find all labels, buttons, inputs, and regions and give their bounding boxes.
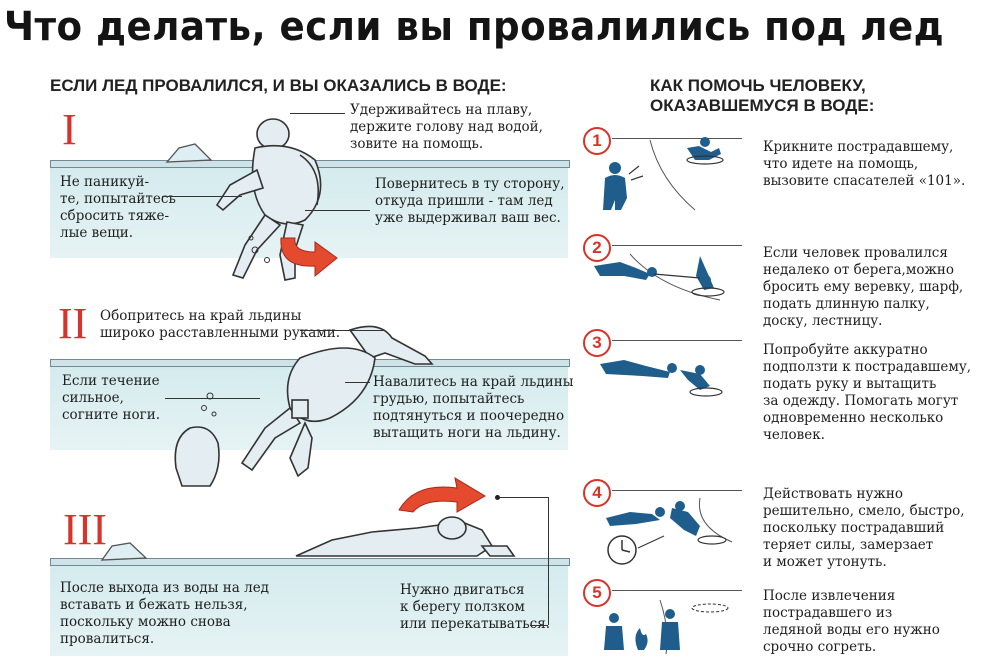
help-line: срочно согреть. [763,639,877,655]
step-1-turn-arrow-icon [275,230,340,280]
help-line: подползти к пострадавшему, [763,359,972,375]
note-line: сильное, [62,390,124,406]
note-line: После выхода из воды на лед [60,580,269,596]
help-line: ледяной воды его нужно [763,622,940,638]
help-2-illustration-icon [590,248,745,310]
help-line: теряет силы, замерзает [763,537,934,553]
step-1-leader-line [305,210,370,211]
help-line: После извлечения [763,588,896,604]
help-3-text [763,342,988,444]
note-line: уже выдерживал ваш вес. [375,210,561,226]
help-line: Крикните пострадавшему, [763,139,954,155]
note-line: поскольку можно снова [60,614,231,630]
step-3-leader-line [498,497,548,498]
note-line: грудью, попытайтесь [373,391,525,407]
note-line: сбросить тяже- [60,208,170,224]
note-line: держите голову над водой, [350,119,543,135]
help-3-shore-line [612,340,742,341]
step-1-note-turn-back [375,176,565,227]
right-section-header [650,76,874,116]
help-line: доску, лестницу. [763,313,883,329]
left-section-header: ЕСЛИ ЛЕД ПРОВАЛИЛСЯ, И ВЫ ОКАЗАЛИСЬ В ВОДЕ: [50,76,507,95]
help-line: Если человек провалился [763,245,948,261]
help-1-text [763,139,988,190]
note-line: Удерживайтесь на плаву, [350,102,533,118]
help-1-illustration-icon [595,130,745,215]
help-line: поскольку пострадавший [763,520,945,536]
step-3-note-crawl [400,582,550,633]
note-line: Не паникуй- [60,174,150,190]
right-header-line-2: ОКАЗАВШЕМУСЯ В ВОДЕ: [650,96,875,115]
step-1-note-no-panic [60,174,176,242]
help-line: Действовать нужно [763,486,903,502]
step-2-numeral: II [58,299,88,348]
help-1-number-badge: 1 [583,127,611,155]
help-line: одновременно несколько [763,410,944,426]
help-5-text [763,588,988,656]
note-line: откуда пришли - там лед [375,193,553,209]
help-line: за одежду. Помогать могут [763,393,959,409]
step-3-numeral: III [63,505,107,554]
help-5-illustration-icon [600,596,748,656]
note-line: Нужно двигаться [400,582,525,598]
step-3-ice-chunk-icon [100,540,150,562]
help-4-number-badge: 4 [583,479,611,507]
note-line: вытащить ноги на льдину. [373,425,561,441]
help-line: недалеко от берега,можно [763,262,954,278]
note-line: Если течение [62,373,160,389]
right-header-line-1: КАК ПОМОЧЬ ЧЕЛОВЕКУ, [650,76,866,95]
note-line: широко расставленными руками. [100,325,341,341]
note-line: те, попытайтесь [60,191,176,207]
note-line: лые вещи. [60,225,134,241]
note-line: вставать и бежать нельзя, [60,597,248,613]
step-2-leader-line [345,382,370,383]
step-2-leader-line [165,398,260,399]
note-line: зовите на помощь. [350,136,484,152]
note-line: к берегу ползком [400,599,525,615]
help-line: вызовите спасателей «101». [763,173,966,189]
help-3-number-badge: 3 [583,329,611,357]
help-4-shore-line [612,490,742,491]
help-line: и может утонуть. [763,554,887,570]
note-line: провалиться. [60,631,155,647]
step-1-numeral: I [62,105,77,154]
help-2-shore-line [612,245,742,246]
step-3-note-no-run [60,580,269,648]
note-line: или перекатываться. [400,616,551,632]
step-1-note-float [350,102,543,153]
note-line: согните ноги. [62,407,160,423]
help-line: Попробуйте аккуратно [763,342,928,358]
note-line: подтянуться и поочередно [373,408,565,424]
help-5-number-badge: 5 [583,579,611,607]
note-line: Повернитесь в ту сторону, [375,176,565,192]
help-line: решительно, смело, быстро, [763,503,965,519]
step-2-note-current [62,373,160,424]
help-line: подать руку и вытащить [763,376,937,392]
step-3-leader-line [530,625,548,626]
help-line: пострадавшего из [763,605,893,621]
page-title: Что делать, если вы провалились под лед [4,4,945,50]
help-line: что идете на помощь, [763,156,919,172]
help-4-illustration-icon [600,496,748,572]
help-2-text [763,245,988,330]
help-line: бросить ему веревку, шарф, [763,279,964,295]
note-line: Навалитесь на край льдины [373,374,574,390]
leader-dot [495,495,500,500]
help-5-shore-line [612,590,742,591]
help-line: человек. [763,427,825,443]
help-3-illustration-icon [596,346,746,408]
step-1-leader-line [162,196,242,197]
help-4-text [763,486,988,571]
step-3-crawling-person-icon [292,510,522,560]
note-line: Обопритесь на край льдины [100,308,302,324]
step-2-note-pull-up [373,374,573,442]
step-1-leader-line [290,113,345,114]
help-2-number-badge: 2 [583,234,611,262]
step-2-leader-line [300,330,385,331]
help-line: подать длинную палку, [763,296,930,312]
